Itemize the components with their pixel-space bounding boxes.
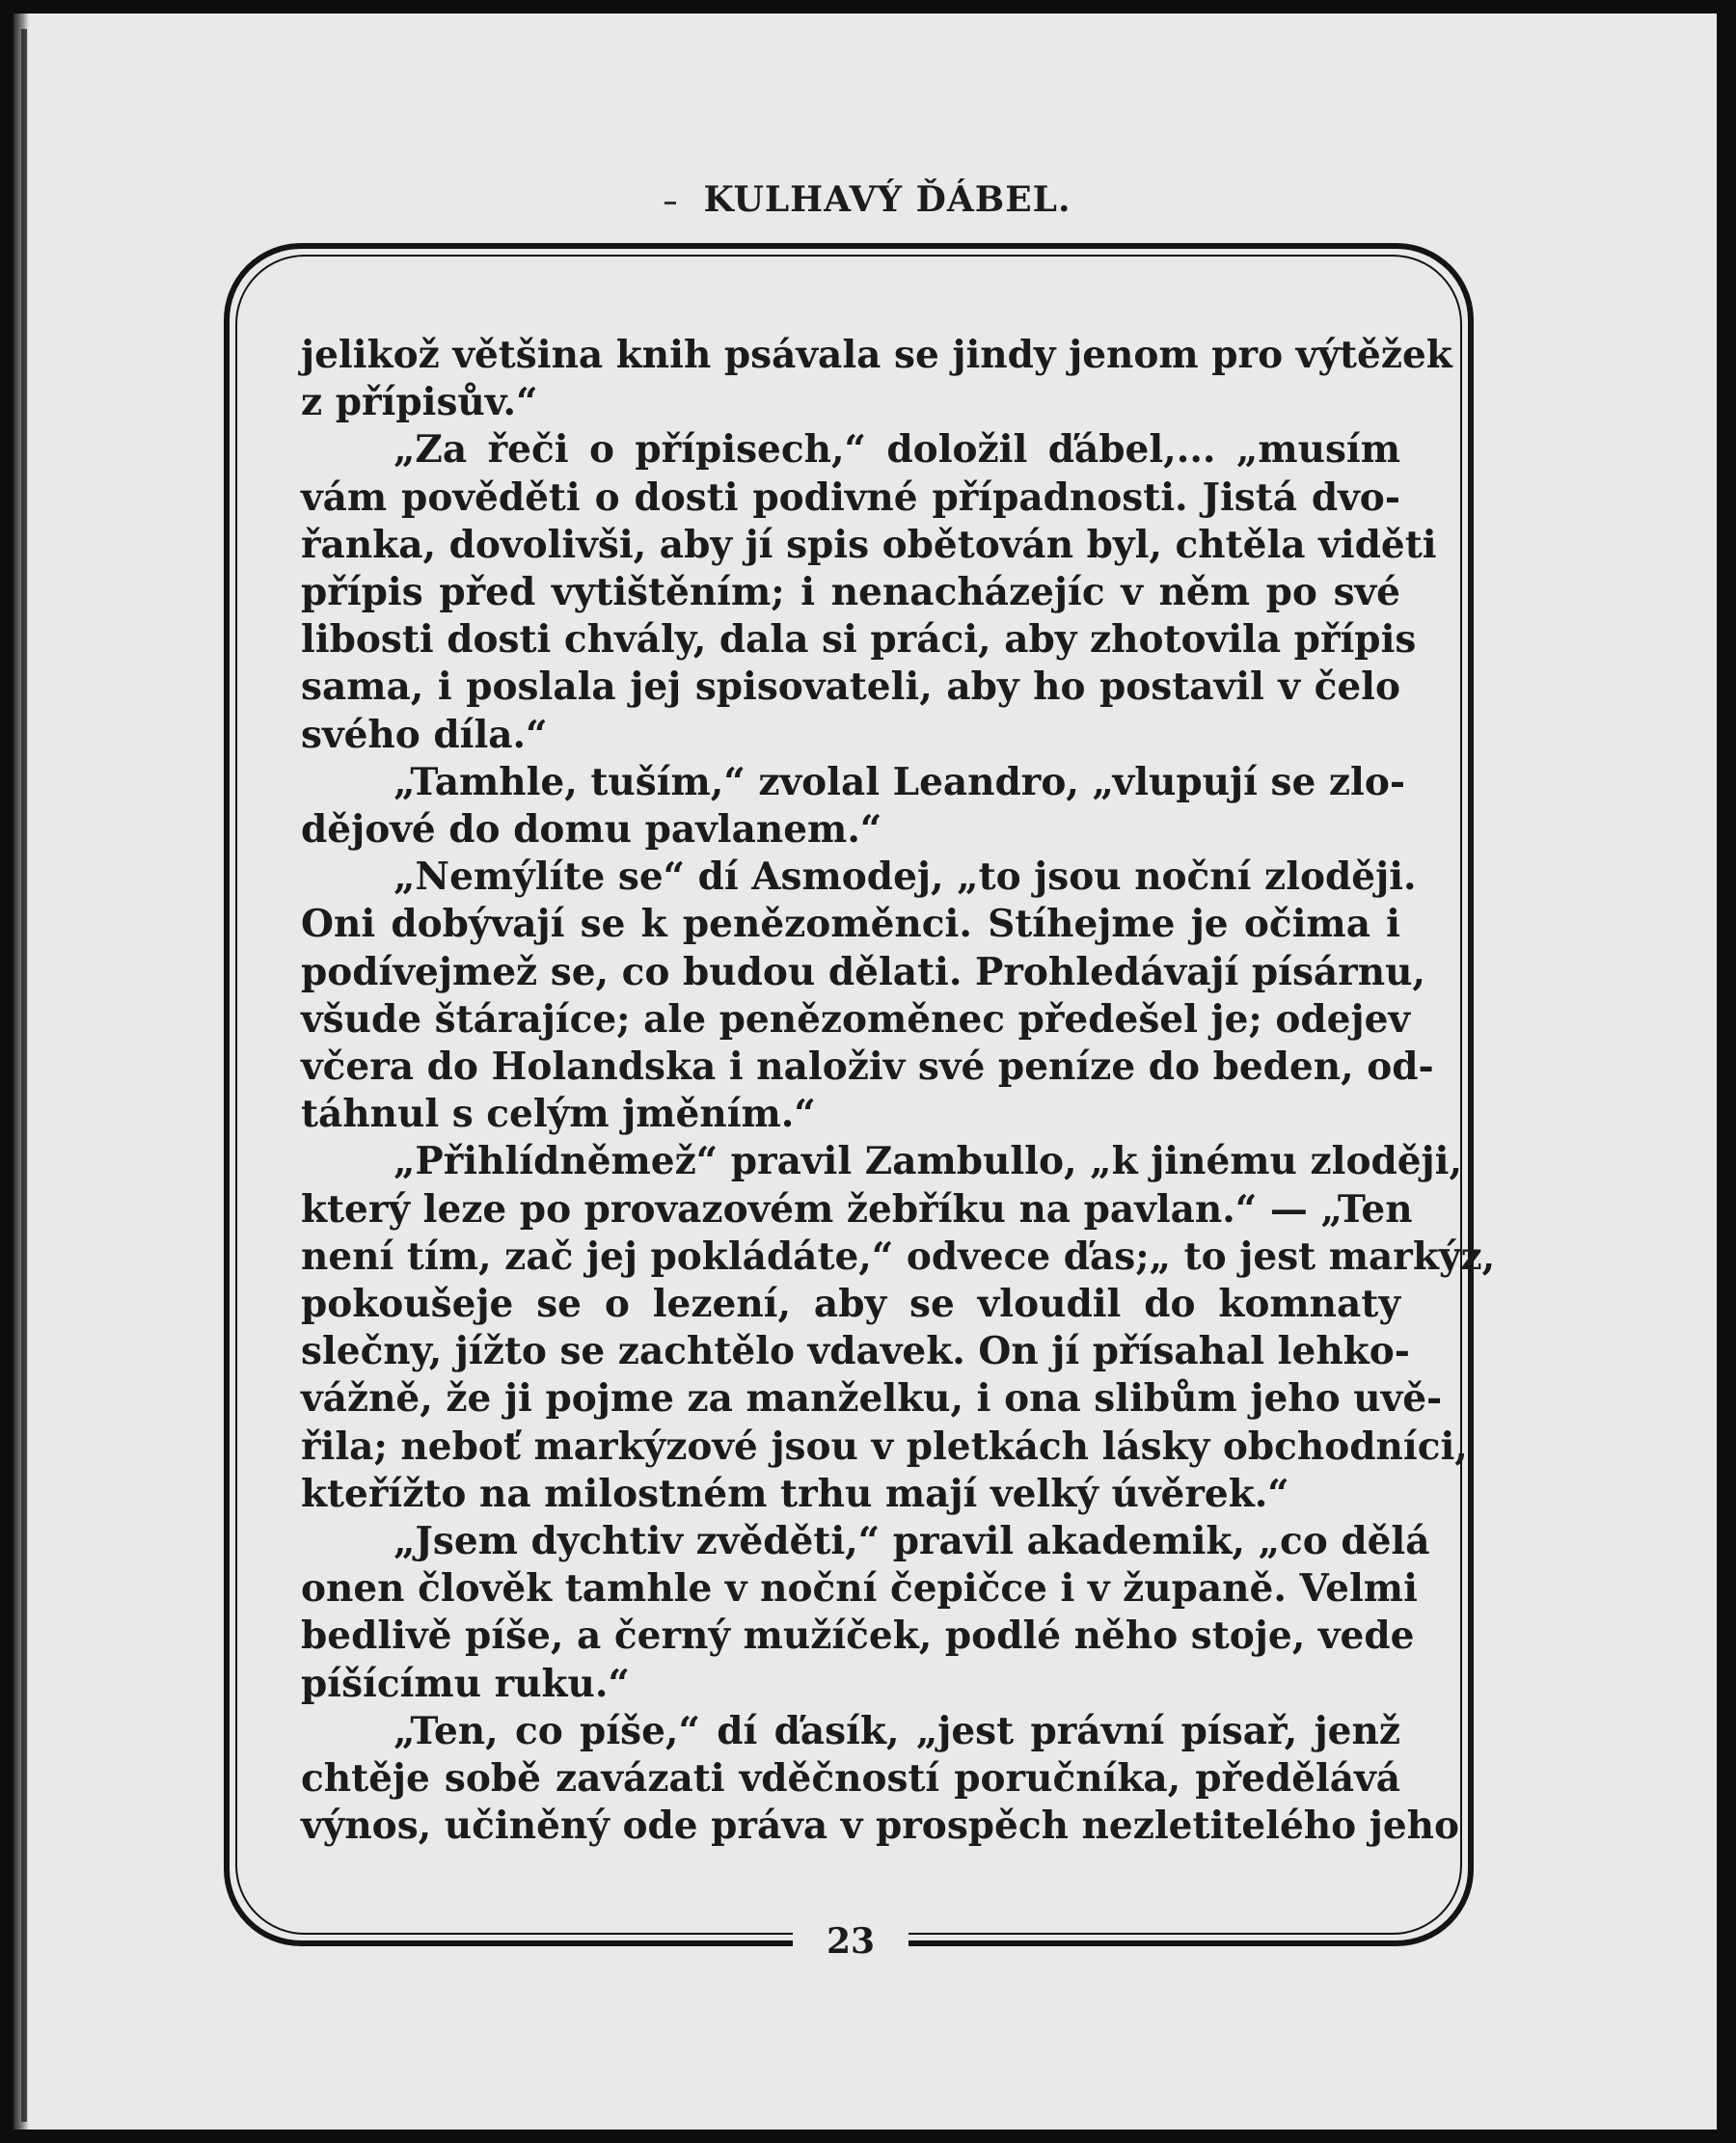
text-line: libosti dosti chvály, dala si práci, aby zhotovila přípis: [301, 617, 1417, 663]
text-line: není tím, zač jej pokládáte,“ odvece ďas;„ to jest markýz,: [301, 1234, 1496, 1279]
text-line: všude štárajíce; ale penězoměnec předešel je; odejev: [301, 996, 1411, 1042]
page-number: 23: [826, 1921, 876, 1962]
text-line: z přípisův.“: [301, 380, 538, 425]
text-line: jelikož většina knih psávala se jindy jenom pro výtěžek: [301, 333, 1452, 377]
text-line: „Ten, co píše,“ dí ďasík, „jest právní písař, jenž: [393, 1708, 1400, 1753]
text-line: podívejmež se, co budou dělati. Prohledávají písárnu,: [301, 949, 1426, 994]
text-line: kteřížto na milostném trhu mají velký úvěrek.“: [301, 1471, 1289, 1516]
text-line: který leze po provazovém žebříku na pavlan.“ — „Ten: [301, 1186, 1413, 1232]
text-line: svého díla.“: [301, 712, 548, 757]
text-line: bedlivě píše, a černý mužíček, podlé něho stoje, vede: [301, 1614, 1415, 1659]
page-gutter-edge: [21, 29, 27, 2122]
text-line: řanka, dovolivši, aby jí spis obětován byl, chtěla viděti: [301, 522, 1437, 567]
text-line: přípis před vytištěním; i nenacházejíc v něm po své: [301, 570, 1400, 615]
text-line: pokoušeje se o lezení, aby se vloudil do komnaty: [301, 1282, 1400, 1327]
running-header-title: KULHAVÝ ĎÁBEL.: [703, 179, 1071, 220]
header-ornament-dash: [665, 202, 676, 204]
text-line: sama, i poslala jej spisovateli, aby ho postavil v čelo: [301, 665, 1400, 710]
text-line: táhnul s celým jměním.“: [301, 1092, 816, 1137]
text-line: onen člověk tamhle v noční čepičce i v županě. Velmi: [301, 1566, 1418, 1612]
text-line: píšícímu ruku.“: [301, 1661, 630, 1706]
text-line: chtěje sobě zavázati vděčností poručníka, předělává: [301, 1756, 1400, 1802]
text-line: vám pověděti o dosti podivné případnosti. Jistá dvo-: [301, 475, 1400, 520]
text-line: řila; neboť markýzové jsou v pletkách lásky obchodníci,: [301, 1424, 1468, 1469]
text-line: výnos, učiněný ode práva v prospěch nezletitelého jeho: [301, 1804, 1460, 1849]
text-line: „Za řeči o přípisech,“ doložil ďábel,... „musím: [393, 427, 1400, 473]
running-header: [0, 179, 1736, 220]
text-line: „Nemýlíte se“ dí Asmodej, „to jsou noční zloději.: [393, 854, 1417, 900]
text-line: „Jsem dychtiv zvěděti,“ pravil akademik, „co dělá: [393, 1519, 1430, 1564]
text-line: „Přihlídněmež“ pravil Zambullo, „k jinému zloději,: [393, 1139, 1463, 1184]
text-line: Oni dobývají se k penězoměnci. Stíhejme je očima i: [301, 902, 1400, 947]
text-line: včera do Holandska i naloživ své peníze do beden, od-: [301, 1044, 1434, 1090]
text-line: „Tamhle, tuším,“ zvolal Leandro, „vlupují se zlo-: [393, 759, 1406, 804]
text-line: dějové do domu pavlanem.“: [301, 807, 882, 853]
text-line: slečny, jížto se zachtělo vdavek. On jí přísahal lehko-: [301, 1329, 1410, 1374]
body-text: [301, 332, 1496, 1851]
text-line: vážně, že ji pojme za manželku, i ona slibům jeho uvě-: [301, 1376, 1443, 1422]
